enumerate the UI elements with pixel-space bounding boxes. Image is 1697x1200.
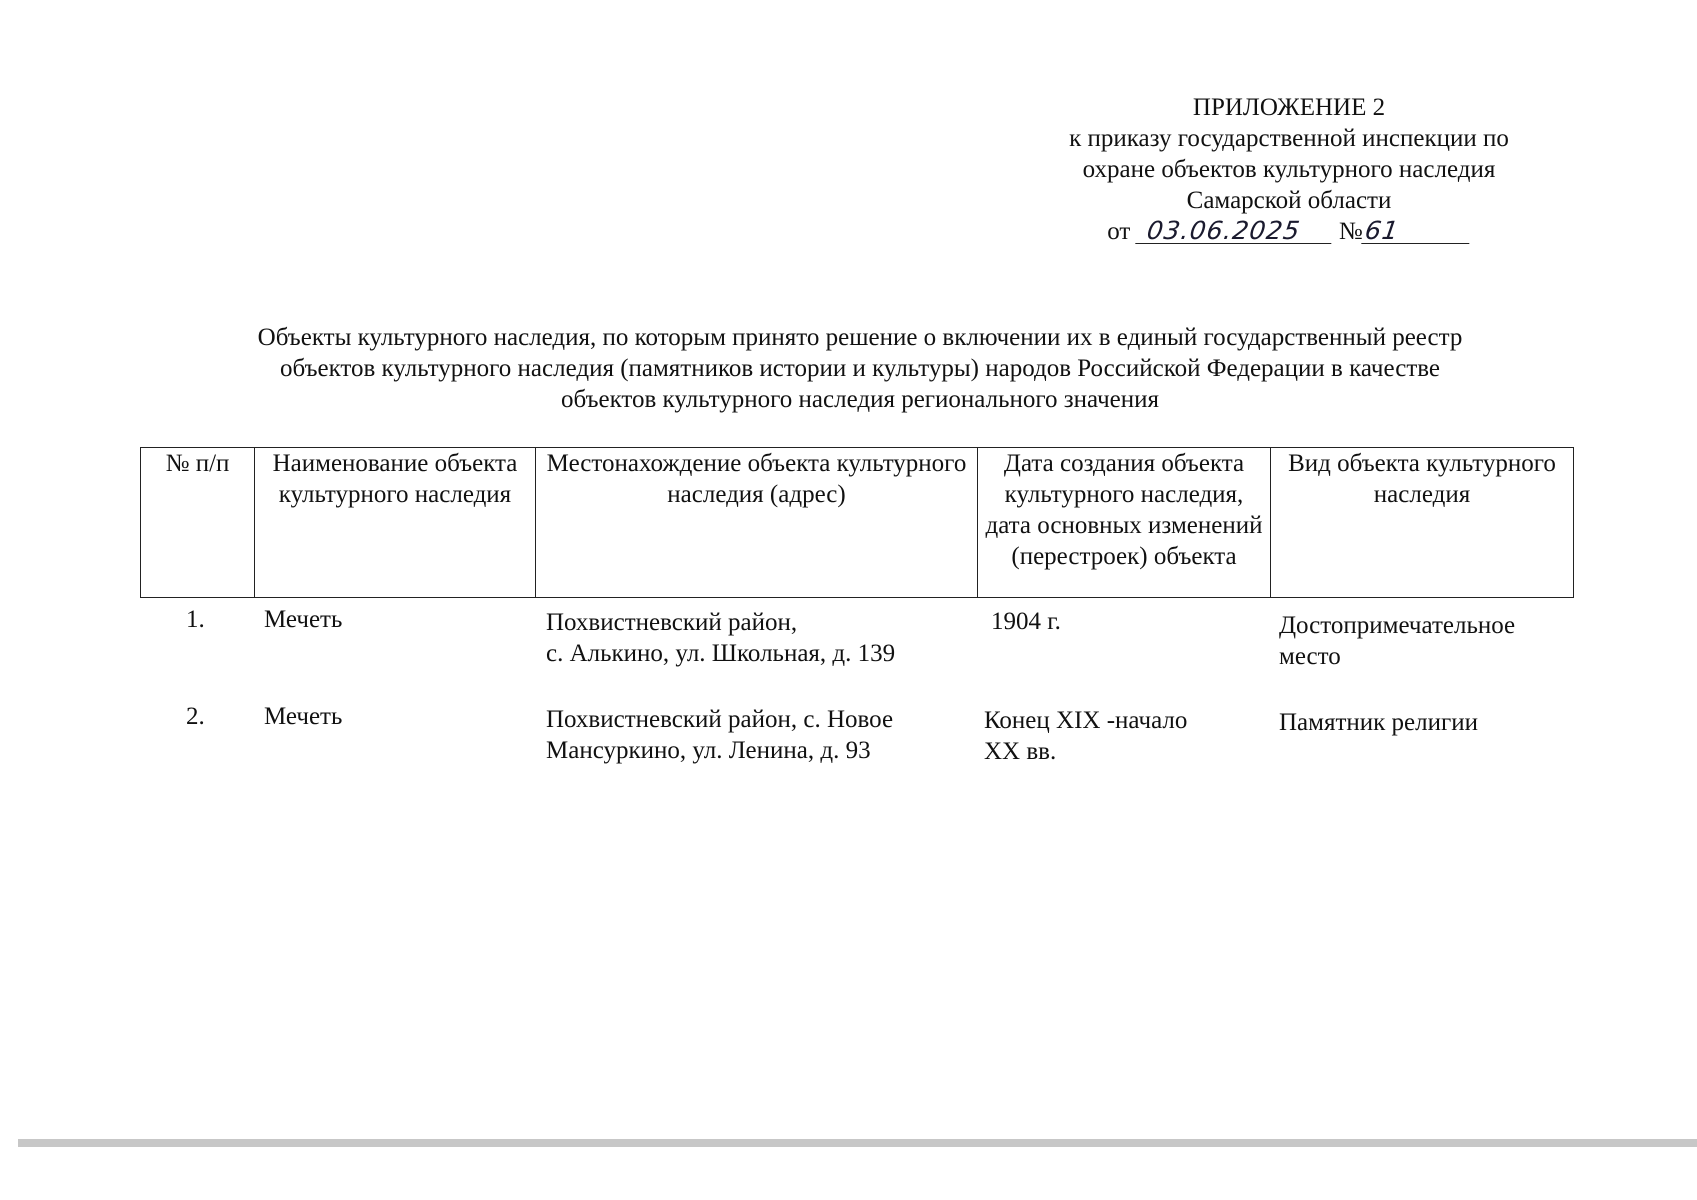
row-date-line-1: 1904 г. [991, 608, 1061, 635]
register-table-header [140, 447, 1574, 598]
annex-line-3: Самарской области [1186, 187, 1392, 214]
number-label: № [1338, 218, 1363, 245]
handwritten-number: 61 [1361, 219, 1473, 244]
row-object-name: Мечеть [264, 606, 343, 633]
header-name: Наименование объекта культурного наследия [255, 448, 536, 598]
title-line-1: Объекты культурного наследия, по которым принято решение о включении их в единый государственный реестр [257, 324, 1463, 351]
document-title [140, 322, 1580, 415]
annex-block [1005, 92, 1573, 247]
title-line-3: объектов культурного наследия регионального значения [560, 386, 1160, 413]
from-label: от [1107, 218, 1131, 245]
row-number: 2. [186, 703, 205, 730]
annex-line-1: к приказу государственной инспекции по [1069, 125, 1509, 152]
annex-title: ПРИЛОЖЕНИЕ 2 [1192, 94, 1386, 121]
row-address-line-1: Похвистневский район, с. Новое [546, 706, 894, 733]
row-date-line-2: XX вв. [984, 738, 1057, 765]
row-number: 1. [186, 606, 205, 633]
annex-line-2: охране объектов культурного наследия [1082, 156, 1496, 183]
header-type: Вид объекта культурного наследия [1271, 448, 1574, 598]
row-address-line-2: Мансуркино, ул. Ленина, д. 93 [546, 737, 871, 764]
row-date-line-1: Конец XIX -начало [984, 707, 1188, 734]
page-bottom-edge [18, 1139, 1697, 1147]
row-object-name: Мечеть [264, 703, 343, 730]
row-address-line-2: с. Алькино, ул. Школьная, д. 139 [546, 640, 896, 667]
order-date-number-line [1005, 216, 1573, 247]
header-address: Местонахождение объекта культурного наследия (адрес) [536, 448, 978, 598]
header-date: Дата создания объекта культурного наследия, дата основных изменений (перестроек) объекта [978, 448, 1271, 598]
row-type-line-2: место [1279, 643, 1341, 670]
title-line-2: объектов культурного наследия (памятников истории и культуры) народов Российской Федерации в качестве [279, 355, 1441, 382]
row-address-line-1: Похвистневский район, [546, 609, 798, 636]
header-row [141, 448, 1574, 598]
header-number: № п/п [141, 448, 255, 598]
row-type-line-1: Памятник религии [1279, 709, 1479, 736]
row-type-line-1: Достопримечательное [1279, 612, 1516, 639]
handwritten-date: 03.06.2025 [1135, 219, 1335, 244]
